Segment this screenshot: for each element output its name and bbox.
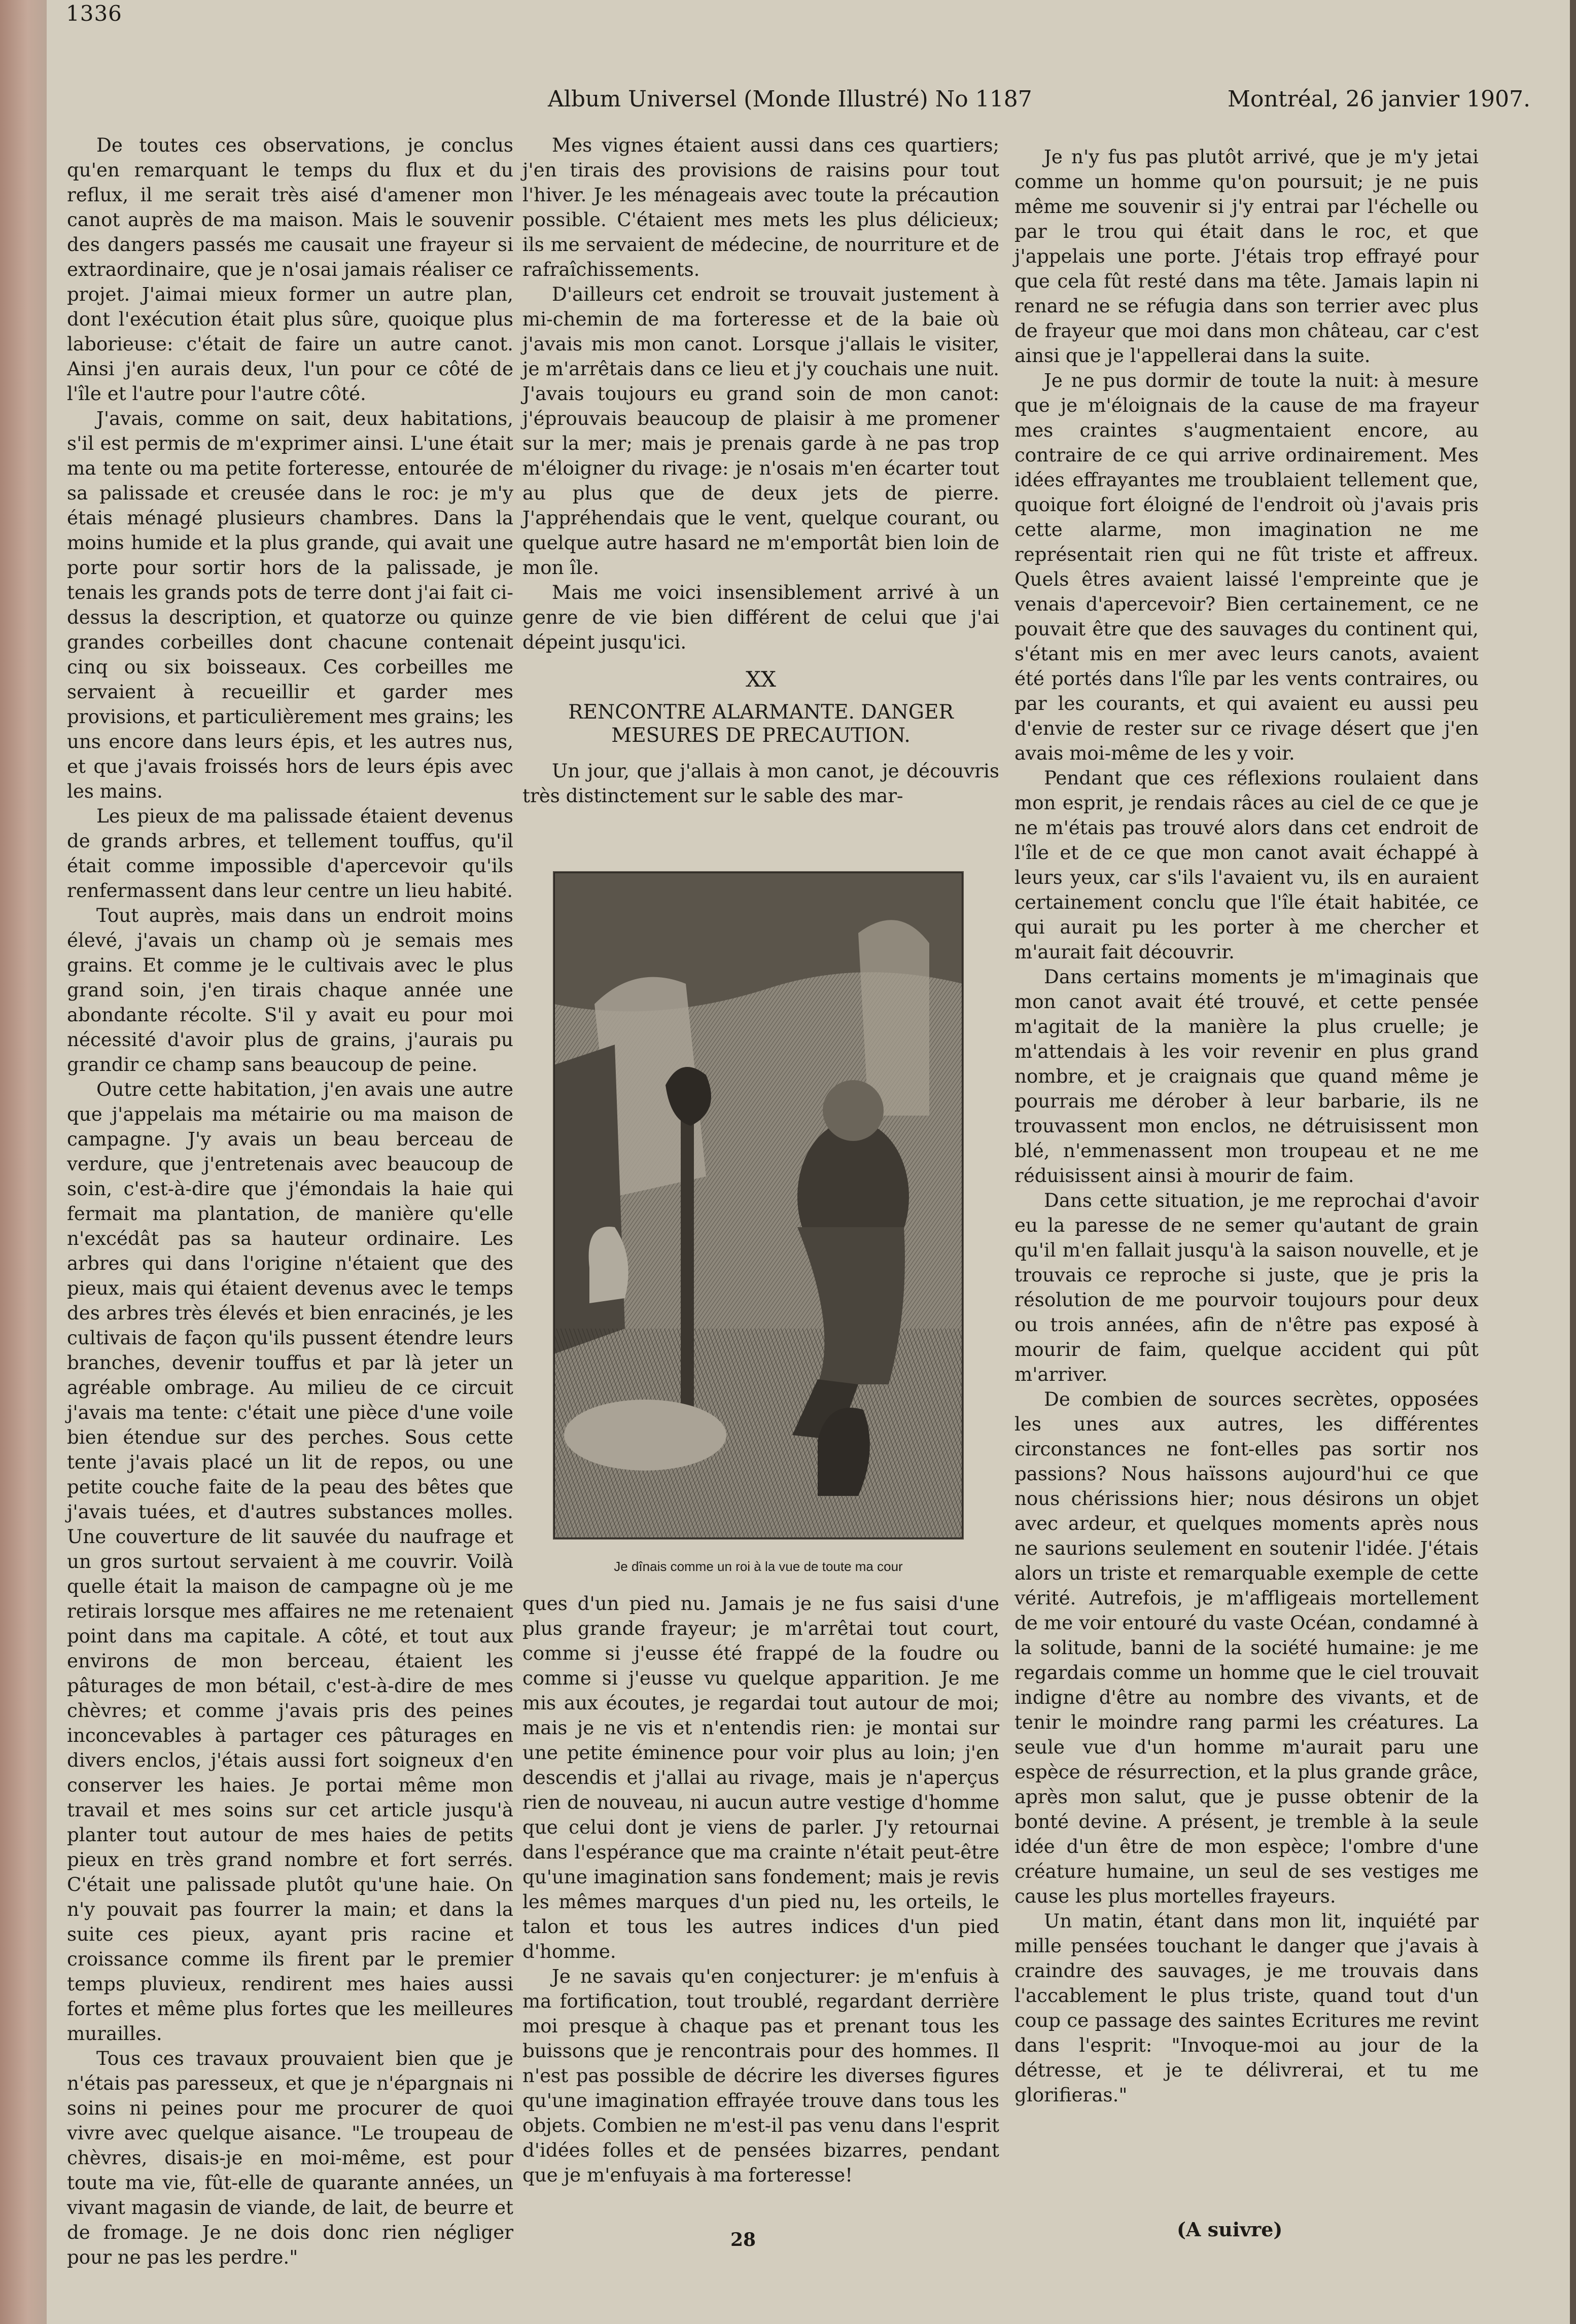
folio-number: 1336: [66, 1, 122, 26]
page-edge-shadow: [1570, 0, 1576, 2324]
section-number: XX: [746, 667, 776, 692]
engraving-drawing: [554, 872, 963, 1539]
binding-edge: [0, 0, 47, 2324]
section-title: [522, 701, 999, 747]
paragraph: De combien de sources secrètes, opposées les unes aux autres, les différentes circonstances ne font-elles pas sortir nos passions? Nous haïssons aujourd'hui ce que nous chérissions hier; nous désirons un objet avec ardeur, et quelques moments après nous ne saurions seulement en soutenir l'idée. J'étais alors un triste et remarquable exemple de cette vérité. Autrefois, je m'affligeais mortellement de me voir entouré du vaste Océan, condamné à la solitude, banni de la société humaine: je me regardais comme un homme que le ciel trouvait indigne d'être au nombre des vivants, et de tenir le moindre rang parmi les créatures. La seule vue d'un homme m'aurait paru une espèce de résurrection, et la plus grande grâce, après mon salut, que je pusse obtenir de la bonté devine. A présent, je tremble à la seule idée d'un être de mon espèce; l'ombre d'une créature humaine, un seul de ses vestiges me cause les plus mortelles frayeurs.: [1014, 1388, 1479, 1907]
paragraph: Je n'y fus pas plutôt arrivé, que je m'y jetai comme un homme qu'on poursuit; je ne puis même me souvenir si j'y entrai par l'échelle ou par le trou qui était dans le roc, et que j'appelais une porte. J'étais trop effrayé pour que cela fût resté dans ma tête. Jamais lapin ni renard ne se réfugia dans son terrier avec plus de frayeur que moi dans mon château, car c'est ainsi que je l'appellerai dans la suite.: [1014, 146, 1479, 367]
column-1: [67, 133, 513, 2270]
paragraph: Outre cette habitation, j'en avais une autre que j'appelais ma métairie ou ma maison de campagne. J'y avais un beau berceau de verdure, que j'entretenais avec beaucoup de soin, c'est-à-dire que j'émondais la haie qui fermait ma plantation, de manière qu'elle n'excédât pas sa hauteur ordinaire. Les arbres qui dans l'origine n'étaient que des pieux, mais qui étaient devenus avec le temps des arbres très élevés et bien enracinés, je les cultivais de façon qu'ils pussent étendre leurs branches, devenir touffus et par là jeter un agréable ombrage. Au milieu de ce circuit j'avais ma tente: c'était une pièce d'une voile bien étendue sur des perches. Sous cette tente j'avais placé un lit de repos, ou une petite couche faite de la peau des bêtes que j'avais tuées, et d'autres substances molles. Une couverture de lit sauvée du naufrage et un gros surtout servaient à me couvrir. Voilà quelle était la maison de campagne où je me retirais lorsque mes affaires ne me retenaient point dans ma capitale. A côté, et tout aux environs de mon berceau, étaient les pâturages de mon bétail, c'est-à-dire de mes chèvres; et comme j'avais pris des peines inconcevables à partager ces pâturages en divers enclos, j'étais aussi fort soigneux d'en conserver les haies. Je portai même mon travail et mes soins sur cet article jusqu'à planter tout autour de mes haies de petits pieux en très grand nombre et fort serrés. C'était une palissade plutôt qu'une haie. On n'y pouvait pas fourrer la main; et dans la suite ces pieux, ayant pris racine et croissance comme ils firent par le premier temps pluvieux, rendirent mes haies aussi fortes et même plus fortes que les meilleures murailles.: [67, 1078, 513, 2045]
paragraph: Pendant que ces réflexions roulaient dans mon esprit, je rendais râces au ciel de ce que je ne m'étais pas trouvé alors dans cet endroit de l'île et de ce que mon canot avait échappé à leurs yeux, car s'ils l'avaient vu, ils en auraient certainement conclu que l'île était habitée, ce qui aurait pu les porter à me chercher et m'aurait fait découvrir.: [1014, 767, 1479, 963]
paragraph: De toutes ces observations, je conclus qu'en remarquant le temps du flux et du reflux, il me serait très aisé d'amener mon canot auprès de ma maison. Mais le souvenir des dangers passés me causait une frayeur si extraordinaire, que je n'osai jamais réaliser ce projet. J'aimai mieux former un autre plan, dont l'exécution était plus sûre, quoique plus laborieuse: c'était de faire un autre canot. Ainsi j'en aurais deux, l'un pour ce côté de l'île et l'autre pour l'autre côté.: [67, 134, 513, 405]
paragraph: Dans certains moments je m'imaginais que mon canot avait été trouvé, et cette pensée m'agitait de la manière la plus cruelle; je m'attendais à les voir revenir en plus grand nombre, et je craignais que quand même je pourrais me dérober à leur barbarie, ils ne trouvassent mon enclos, ne détruisissent mon blé, n'emmenassent mon troupeau et ne me réduisissent ainsi à mourir de faim.: [1014, 966, 1479, 1187]
paragraph: Un matin, étant dans mon lit, inquiété par mille pensées touchant le danger que j'avais à craindre des sauvages, je me trouvais dans l'accablement le plus triste, quand tout d'un coup ce passage des saintes Ecritures me revint dans l'esprit: "Invoque-moi au jour de la détresse, et je te délivrerai, et tu me glorifieras.": [1014, 1910, 1479, 2106]
column-2-bottom: [522, 1591, 999, 2188]
paragraph: D'ailleurs cet endroit se trouvait justement à mi-chemin de ma forteresse et de la baie où j'avais mis mon canot. Lorsque j'allais le visiter, je m'arrêtais dans ce lieu et j'y couchais une nuit. J'avais toujours eu grand soin de mon canot: j'éprouvais beaucoup de plaisir à me promener sur la mer; mais je prenais garde à ne pas trop m'éloigner du rivage: je n'osais m'en écarter tout au plus que de deux jets de pierre. J'appréhendais que le vent, quelque courant, ou quelque autre hasard ne m'emportât bien loin de mon île.: [522, 283, 999, 579]
paragraph: J'avais, comme on sait, deux habitations, s'il est permis de m'exprimer ainsi. L'une était ma tente ou ma petite forteresse, entourée de sa palissade et creusée dans le roc: je m'y étais ménagé plusieurs chambres. Dans la moins humide et la plus grande, qui avait une porte pour sortir hors de la palissade, je tenais les grands pots de terre dont j'ai fait ci-dessus la description, et quatorze ou quinze grandes corbeilles dont chacune contenait cinq ou six boisseaux. Ces corbeilles me servaient à recueillir et garder mes provisions, et particulièrement mes grains; les uns encore dans leurs épis, et les autres nus, et que j'avais froissés hors de leurs épis avec les mains.: [67, 407, 513, 802]
paragraph: ques d'un pied nu. Jamais je ne fus saisi d'une plus grande frayeur; je m'arrêtai tout court, comme si j'eusse été frappé de la foudre ou comme si j'eusse vu quelque apparition. Je me mis aux écoutes, je regardai tout autour de moi; mais je ne vis et n'entendis rien: je montai sur une petite éminence pour voir plus au loin; j'en descendis et j'allai au rivage, mais je n'aperçus rien de nouveau, ni aucun autre vestige d'homme que celui dont je viens de parler. J'y retournai dans l'espérance que ma crainte n'était peut-être qu'une imagination sans fondement; mais je revis les mêmes marques d'un pied nu, les orteils, le talon et tous les autres indices d'un pied d'homme.: [522, 1592, 999, 1962]
continued-note: (A suivre): [1177, 2218, 1283, 2241]
column-2-top: [522, 133, 999, 808]
paragraph: Dans cette situation, je me reprochai d'avoir eu la paresse de ne semer qu'autant de grain qu'il m'en fallait jusqu'à la saison nouvelle, et je trouvais ce reproche si juste, que je pris la résolution de me pourvoir toujours pour deux ou trois années, afin de n'être pas exposé à mourir de faim, quelque accident qui pût m'arriver.: [1014, 1189, 1479, 1385]
paragraph: Tous ces travaux prouvaient bien que je n'étais pas paresseux, et que je n'épargnais ni soins ni peines pour me procurer de quoi vivre avec quelque aisance. "Le troupeau de chèvres, disais-je en moi-même, est pour toute ma vie, fût-elle de quarante années, un vivant magasin de viande, de lait, de beurre et de fromage. Je ne dois donc rien négliger pour ne pas les perdre.": [67, 2047, 513, 2268]
paragraph: Les pieux de ma palissade étaient devenus de grands arbres, et tellement touffus, qu'il était comme impossible d'apercevoir qu'ils renfermassent dans leur centre un lieu habité.: [67, 805, 513, 902]
paragraph: Tout auprès, mais dans un endroit moins élevé, j'avais un champ où je semais mes grains. Et comme je le cultivais avec le plus grand soin, j'en tirais chaque année une abondante récolte. S'il y avait eu pour moi nécessité d'avoir plus de grains, j'aurais pu grandir ce champ sans beaucoup de peine.: [67, 904, 513, 1076]
paragraph: Je ne pus dormir de toute la nuit: à mesure que je m'éloignais de la cause de ma frayeur mes craintes s'augmentaient encore, au contraire de ce qui arrive ordinairement. Mes idées effrayantes me troublaient tellement que, quoique fort éloigné de l'endroit où j'avais pris cette alarme, mon imagination ne me représentait rien qui ne fût triste et affreux. Quels êtres avaient laissé l'empreinte que je venais d'apercevoir? Bien certainement, ce ne pouvait être que des sauvages du continent qui, s'étant mis en mer avec leurs canots, avaient été portés dans l'île par les vents contraires, ou par les courants, et qui avaient eu aussi peu d'envie de rester sur ce rivage désert que j'en avais moi-même de les y voir.: [1014, 369, 1479, 764]
publication-header: Album Universel (Monde Illustré) No 1187: [548, 86, 1032, 112]
section-title-line-2: MESURES DE PRECAUTION.: [611, 724, 910, 747]
engraving-illustration: [553, 871, 964, 1540]
column-3: [1014, 145, 1479, 2107]
paragraph: Mes vignes étaient aussi dans ces quartiers; j'en tirais des provisions de raisins pour tout l'hiver. Je les ménageais avec toute la précaution possible. C'étaient mes mets les plus délicieux; ils me servaient de médecine, de nourriture et de rafraîchissements.: [522, 134, 999, 280]
section-title-line-1: RENCONTRE ALARMANTE. DANGER: [568, 701, 954, 724]
page-number: 28: [730, 2229, 756, 2250]
dateline: Montréal, 26 janvier 1907.: [1228, 86, 1531, 112]
paragraph: Mais me voici insensiblement arrivé à un genre de vie bien différent de celui que j'ai dépeint jusqu'ici.: [522, 581, 999, 653]
paragraph: Un jour, que j'allais à mon canot, je découvris très distinctement sur le sable des mar-: [522, 760, 999, 807]
paragraph: Je ne savais qu'en conjecturer: je m'enfuis à ma fortification, tout troublé, regardant derrière moi presque à chaque pas et prenant tous les buissons que je rencontrais pour des hommes. Il n'est pas possible de décrire les diverses figures qu'une imagination effrayée trouve dans tous les objets. Combien ne m'est-il pas venu dans l'esprit d'idées folles et de pensées bizarres, pendant que je m'enfuyais à ma forteresse!: [522, 1965, 999, 2186]
figure-caption: Je dînais comme un roi à la vue de toute ma cour: [614, 1559, 903, 1574]
